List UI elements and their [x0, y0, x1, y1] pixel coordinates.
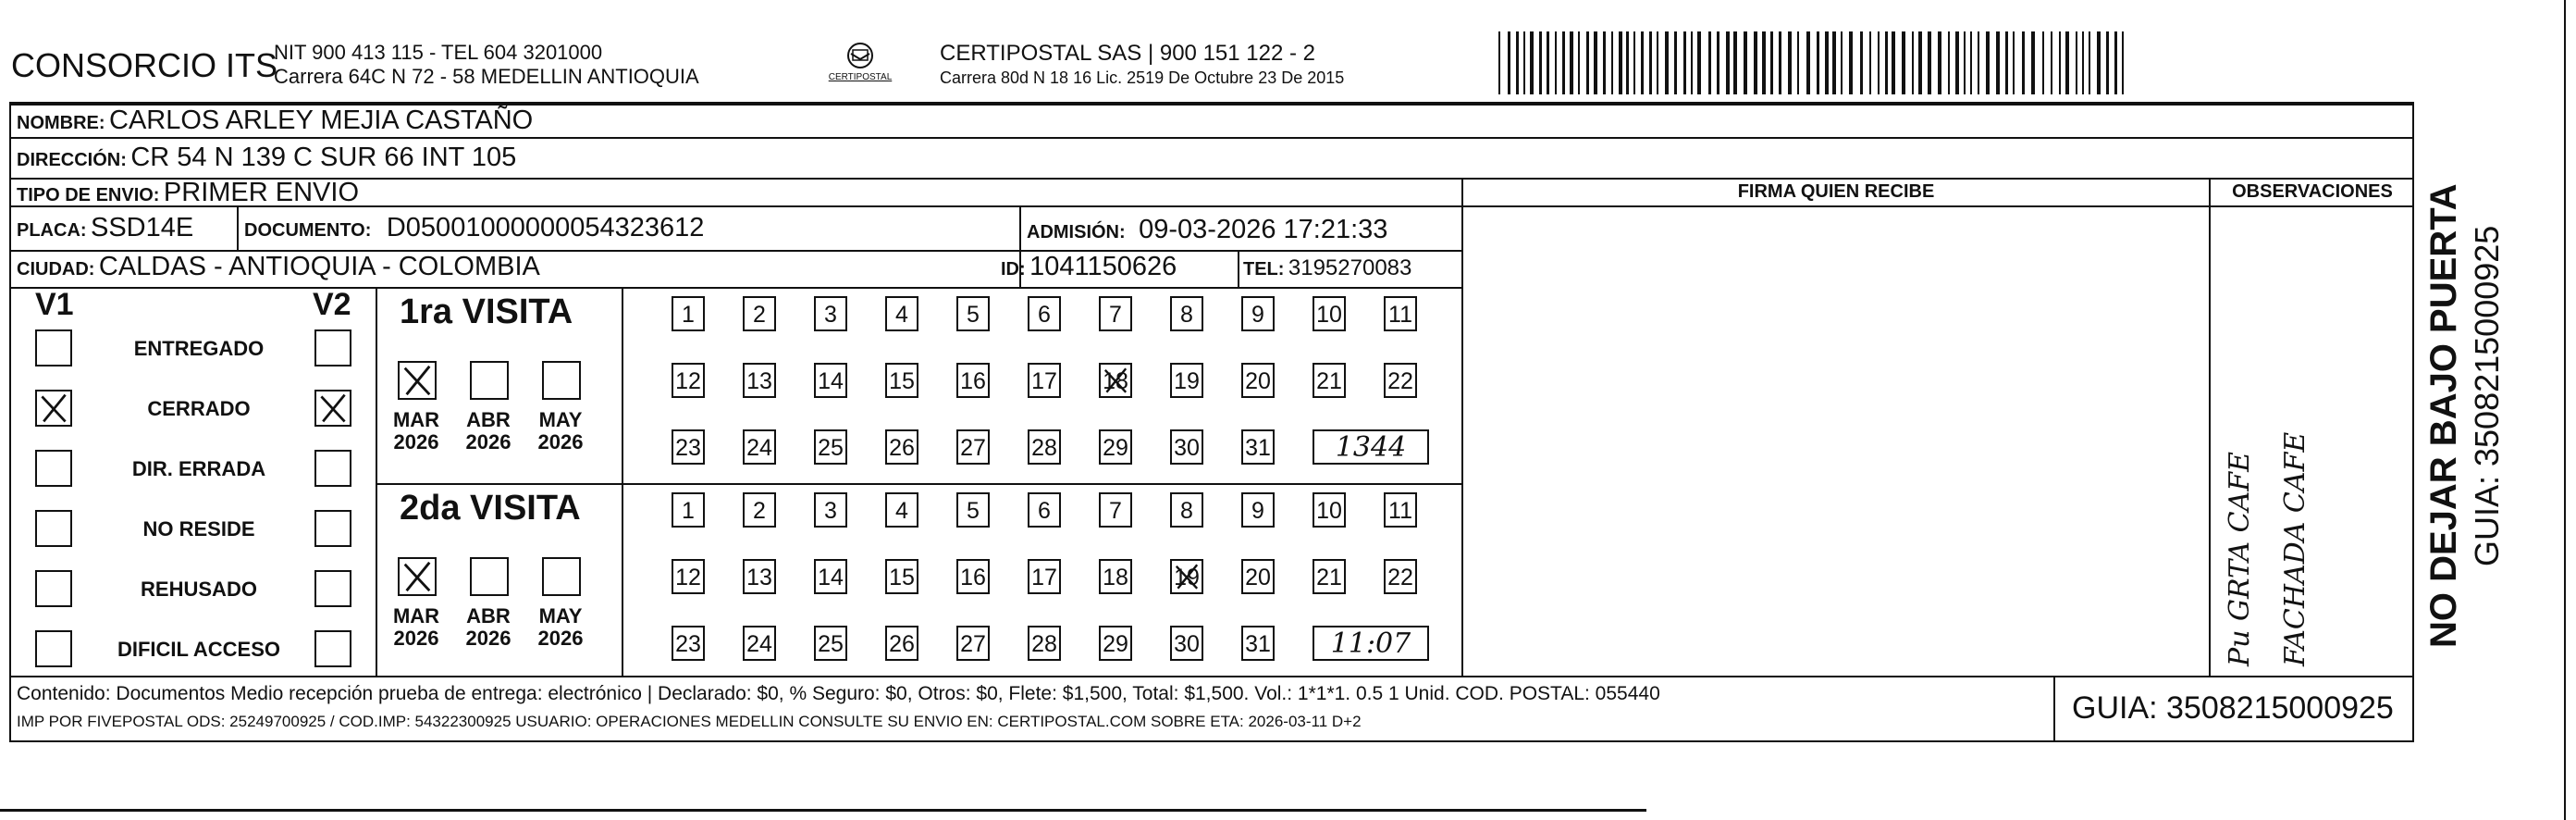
day-box[interactable]: 9 — [1241, 296, 1275, 331]
month-label — [388, 409, 444, 453]
v1-checkbox[interactable] — [35, 390, 72, 427]
handwritten-time-box[interactable]: 11:07 — [1313, 626, 1429, 661]
status-option-label: DIR. ERRADA — [131, 457, 266, 480]
observaciones-header: OBSERVACIONES — [2232, 181, 2393, 202]
day-box[interactable]: 26 — [885, 429, 918, 465]
day-box[interactable]: 1 — [672, 296, 705, 331]
row-id — [1001, 252, 1177, 282]
day-box[interactable]: 24 — [743, 429, 776, 465]
day-box[interactable]: 16 — [956, 559, 990, 594]
day-box[interactable]: 16 — [956, 363, 990, 398]
rule — [376, 287, 377, 676]
day-box[interactable]: 26 — [885, 626, 918, 661]
day-box[interactable]: 19 — [1170, 559, 1203, 594]
ciudad-label: CIUDAD: — [17, 259, 95, 280]
day-box[interactable]: 12 — [672, 559, 705, 594]
admision-label: ADMISIÓN: — [1027, 222, 1126, 242]
day-box[interactable]: 13 — [743, 363, 776, 398]
v1-checkbox[interactable] — [35, 450, 72, 487]
day-box[interactable]: 15 — [885, 559, 918, 594]
day-box[interactable]: 8 — [1170, 492, 1203, 528]
month-name: ABR — [466, 604, 511, 627]
day-box[interactable]: 2 — [743, 492, 776, 528]
rule — [237, 205, 239, 252]
day-box[interactable]: 7 — [1099, 296, 1132, 331]
v1-label: V1 — [35, 287, 74, 322]
v2-checkbox[interactable] — [314, 390, 351, 427]
day-box[interactable]: 27 — [956, 429, 990, 465]
tipo-label: TIPO DE ENVIO: — [17, 185, 160, 205]
documento-value: D05001000000054323612 — [386, 213, 705, 242]
day-box[interactable]: 23 — [672, 626, 705, 661]
day-box[interactable]: 18 — [1099, 363, 1132, 398]
rule — [376, 483, 1463, 485]
day-box[interactable]: 9 — [1241, 492, 1275, 528]
month-year: 2026 — [537, 627, 584, 650]
rule — [1461, 178, 1463, 677]
day-box[interactable]: 19 — [1170, 363, 1203, 398]
footer-guia: GUIA: 3508215000925 — [2072, 690, 2394, 726]
month-year: 2026 — [465, 430, 512, 453]
company-name: CONSORCIO ITS — [11, 46, 278, 84]
v1-checkbox[interactable] — [35, 510, 72, 547]
day-box[interactable]: 30 — [1170, 626, 1203, 661]
row-admision — [1027, 215, 1387, 245]
month-label — [461, 409, 516, 453]
day-box[interactable]: 29 — [1099, 626, 1132, 661]
row-ciudad — [17, 252, 540, 282]
v2-checkbox[interactable] — [314, 329, 351, 367]
row-direccion — [17, 143, 516, 173]
rule — [9, 178, 2414, 180]
rule — [9, 137, 2414, 139]
day-box[interactable]: 3 — [814, 296, 847, 331]
day-box[interactable]: 30 — [1170, 429, 1203, 465]
day-box[interactable]: 6 — [1028, 492, 1061, 528]
day-box[interactable]: 13 — [743, 559, 776, 594]
row-nombre — [17, 106, 533, 136]
direccion-label: DIRECCIÓN: — [17, 150, 127, 170]
id-value: 1041150626 — [1029, 252, 1177, 281]
v1-checkbox[interactable] — [35, 329, 72, 367]
month-label — [461, 605, 516, 650]
v2-checkbox[interactable] — [314, 570, 351, 607]
day-box[interactable]: 29 — [1099, 429, 1132, 465]
direccion-value: CR 54 N 139 C SUR 66 INT 105 — [130, 143, 517, 172]
day-box[interactable]: 28 — [1028, 429, 1061, 465]
v2-checkbox[interactable] — [314, 450, 351, 487]
barcode — [1498, 31, 2235, 94]
day-box[interactable]: 6 — [1028, 296, 1061, 331]
handwritten-observation-1: Pu GRTA CAFE — [2224, 452, 2256, 666]
day-box[interactable]: 24 — [743, 626, 776, 661]
documento-label: DOCUMENTO: — [244, 220, 372, 241]
day-box[interactable]: 11 — [1384, 296, 1417, 331]
visit-title: 1ra VISITA — [400, 292, 573, 331]
rule — [2209, 178, 2211, 677]
day-box[interactable]: 18 — [1099, 559, 1132, 594]
v1-checkbox[interactable] — [35, 570, 72, 607]
day-box[interactable]: 10 — [1313, 492, 1346, 528]
day-box[interactable]: 4 — [885, 296, 918, 331]
month-name: MAR — [392, 408, 440, 431]
day-box[interactable]: 2 — [743, 296, 776, 331]
day-box[interactable]: 8 — [1170, 296, 1203, 331]
tipo-value: PRIMER ENVIO — [163, 178, 360, 207]
admision-value: 09-03-2026 17:21:33 — [1139, 215, 1388, 244]
month-name: ABR — [466, 408, 511, 431]
day-box[interactable]: 11 — [1384, 492, 1417, 528]
month-year: 2026 — [393, 430, 439, 453]
footer-imp: IMP POR FIVEPOSTAL ODS: 25249700925 / COD.IMP: 54322300925 USUARIO: OPERACIONES MEDELLIN CONSULTE SU ENVIO EN: CERTIPOSTAL.COM SOBRE ETA: 2026-03-11 D+2 — [17, 713, 1362, 730]
day-box[interactable]: 14 — [814, 363, 847, 398]
handwritten-time-box[interactable]: 1344 — [1313, 429, 1429, 465]
day-box[interactable]: 10 — [1313, 296, 1346, 331]
day-cross-mark — [1101, 365, 1130, 396]
month-checkbox[interactable] — [470, 557, 509, 596]
day-box[interactable]: 20 — [1241, 559, 1275, 594]
day-box[interactable]: 23 — [672, 429, 705, 465]
rule — [9, 287, 1463, 289]
tel-label: TEL: — [1243, 259, 1285, 280]
row-tel — [1243, 255, 1411, 281]
day-box[interactable]: 22 — [1384, 363, 1417, 398]
day-cross-mark — [1172, 561, 1202, 592]
placa-value: SSD14E — [91, 213, 194, 242]
rule — [1461, 205, 2414, 207]
nombre-label: NOMBRE: — [17, 113, 105, 133]
day-box[interactable]: 7 — [1099, 492, 1132, 528]
day-box[interactable]: 17 — [1028, 363, 1061, 398]
ciudad-value: CALDAS - ANTIOQUIA - COLOMBIA — [98, 252, 540, 281]
visit-title: 2da VISITA — [400, 489, 581, 528]
handwritten-observation-2: FACHADA CAFE — [2279, 431, 2311, 666]
month-checkbox[interactable] — [542, 361, 581, 400]
month-year: 2026 — [537, 430, 584, 453]
id-label: ID: — [1001, 259, 1026, 280]
month-checkbox[interactable] — [398, 361, 437, 400]
day-box[interactable]: 27 — [956, 626, 990, 661]
day-box[interactable]: 25 — [814, 429, 847, 465]
day-box[interactable]: 17 — [1028, 559, 1061, 594]
month-label — [533, 605, 588, 650]
month-label — [388, 605, 444, 650]
v2-checkbox[interactable] — [314, 510, 351, 547]
month-name: MAY — [538, 408, 583, 431]
day-box[interactable]: 28 — [1028, 626, 1061, 661]
status-option-label: CERRADO — [147, 397, 251, 420]
day-box[interactable]: 21 — [1313, 363, 1346, 398]
right-edge — [2564, 0, 2566, 820]
nombre-value: CARLOS ARLEY MEJIA CASTAÑO — [109, 106, 534, 135]
company-nit: NIT 900 413 115 - TEL 604 3201000 — [274, 41, 603, 64]
carrier-address: Carrera 80d N 18 16 Lic. 2519 De Octubre 23 De 2015 — [940, 68, 1345, 87]
footer-contents: Contenido: Documentos Medio recepción prueba de entrega: electrónico | Declarado: $0, % Seguro: $0, Otros: $0, Flete: $1,500, Total: $1,500. Vol.: 1*1*1. 0.5 1 Unid. COD. POSTAL: 055440 — [17, 683, 1660, 704]
status-option-label: ENTREGADO — [133, 337, 265, 360]
v1-checkbox[interactable] — [35, 630, 72, 667]
status-option-label: REHUSADO — [141, 578, 257, 601]
firma-header: FIRMA QUIEN RECIBE — [1737, 181, 1935, 202]
month-checkbox[interactable] — [470, 361, 509, 400]
day-box[interactable]: 1 — [672, 492, 705, 528]
rule — [1238, 252, 1239, 287]
tel-value: 3195270083 — [1288, 255, 1412, 280]
month-year: 2026 — [393, 627, 439, 650]
status-option-label: NO RESIDE — [142, 517, 255, 540]
month-name: MAY — [538, 604, 583, 627]
company-address: Carrera 64C N 72 - 58 MEDELLIN ANTIOQUIA — [274, 65, 699, 88]
day-box[interactable]: 3 — [814, 492, 847, 528]
rule — [2053, 676, 2055, 742]
rule — [622, 287, 623, 676]
row-placa — [17, 213, 193, 243]
day-box[interactable]: 20 — [1241, 363, 1275, 398]
day-box[interactable]: 31 — [1241, 429, 1275, 465]
row-documento — [244, 213, 704, 243]
logo-text: CERTIPOSTAL — [828, 72, 893, 82]
day-box[interactable]: 25 — [814, 626, 847, 661]
placa-label: PLACA: — [17, 220, 87, 241]
month-label — [533, 409, 588, 453]
v2-label: V2 — [313, 287, 351, 322]
carrier-name: CERTIPOSTAL SAS | 900 151 122 - 2 — [940, 41, 1315, 66]
month-name: MAR — [392, 604, 440, 627]
status-option-label: DIFICIL ACCESO — [117, 638, 280, 661]
day-box[interactable]: 22 — [1384, 559, 1417, 594]
day-box[interactable]: 5 — [956, 296, 990, 331]
v2-checkbox[interactable] — [314, 630, 351, 667]
certipostal-logo — [814, 41, 906, 91]
day-box[interactable]: 4 — [885, 492, 918, 528]
day-box[interactable]: 15 — [885, 363, 918, 398]
bottom-rule — [0, 809, 1646, 812]
day-box[interactable]: 21 — [1313, 559, 1346, 594]
month-checkbox[interactable] — [398, 557, 437, 596]
month-checkbox[interactable] — [542, 557, 581, 596]
side-guia: GUIA: 3508215000925 — [2468, 225, 2506, 566]
day-box[interactable]: 31 — [1241, 626, 1275, 661]
side-warning: NO DEJAR BAJO PUERTA — [2423, 183, 2464, 648]
row-tipo — [17, 178, 359, 208]
day-box[interactable]: 14 — [814, 559, 847, 594]
day-box[interactable]: 5 — [956, 492, 990, 528]
day-box[interactable]: 12 — [672, 363, 705, 398]
month-year: 2026 — [465, 627, 512, 650]
